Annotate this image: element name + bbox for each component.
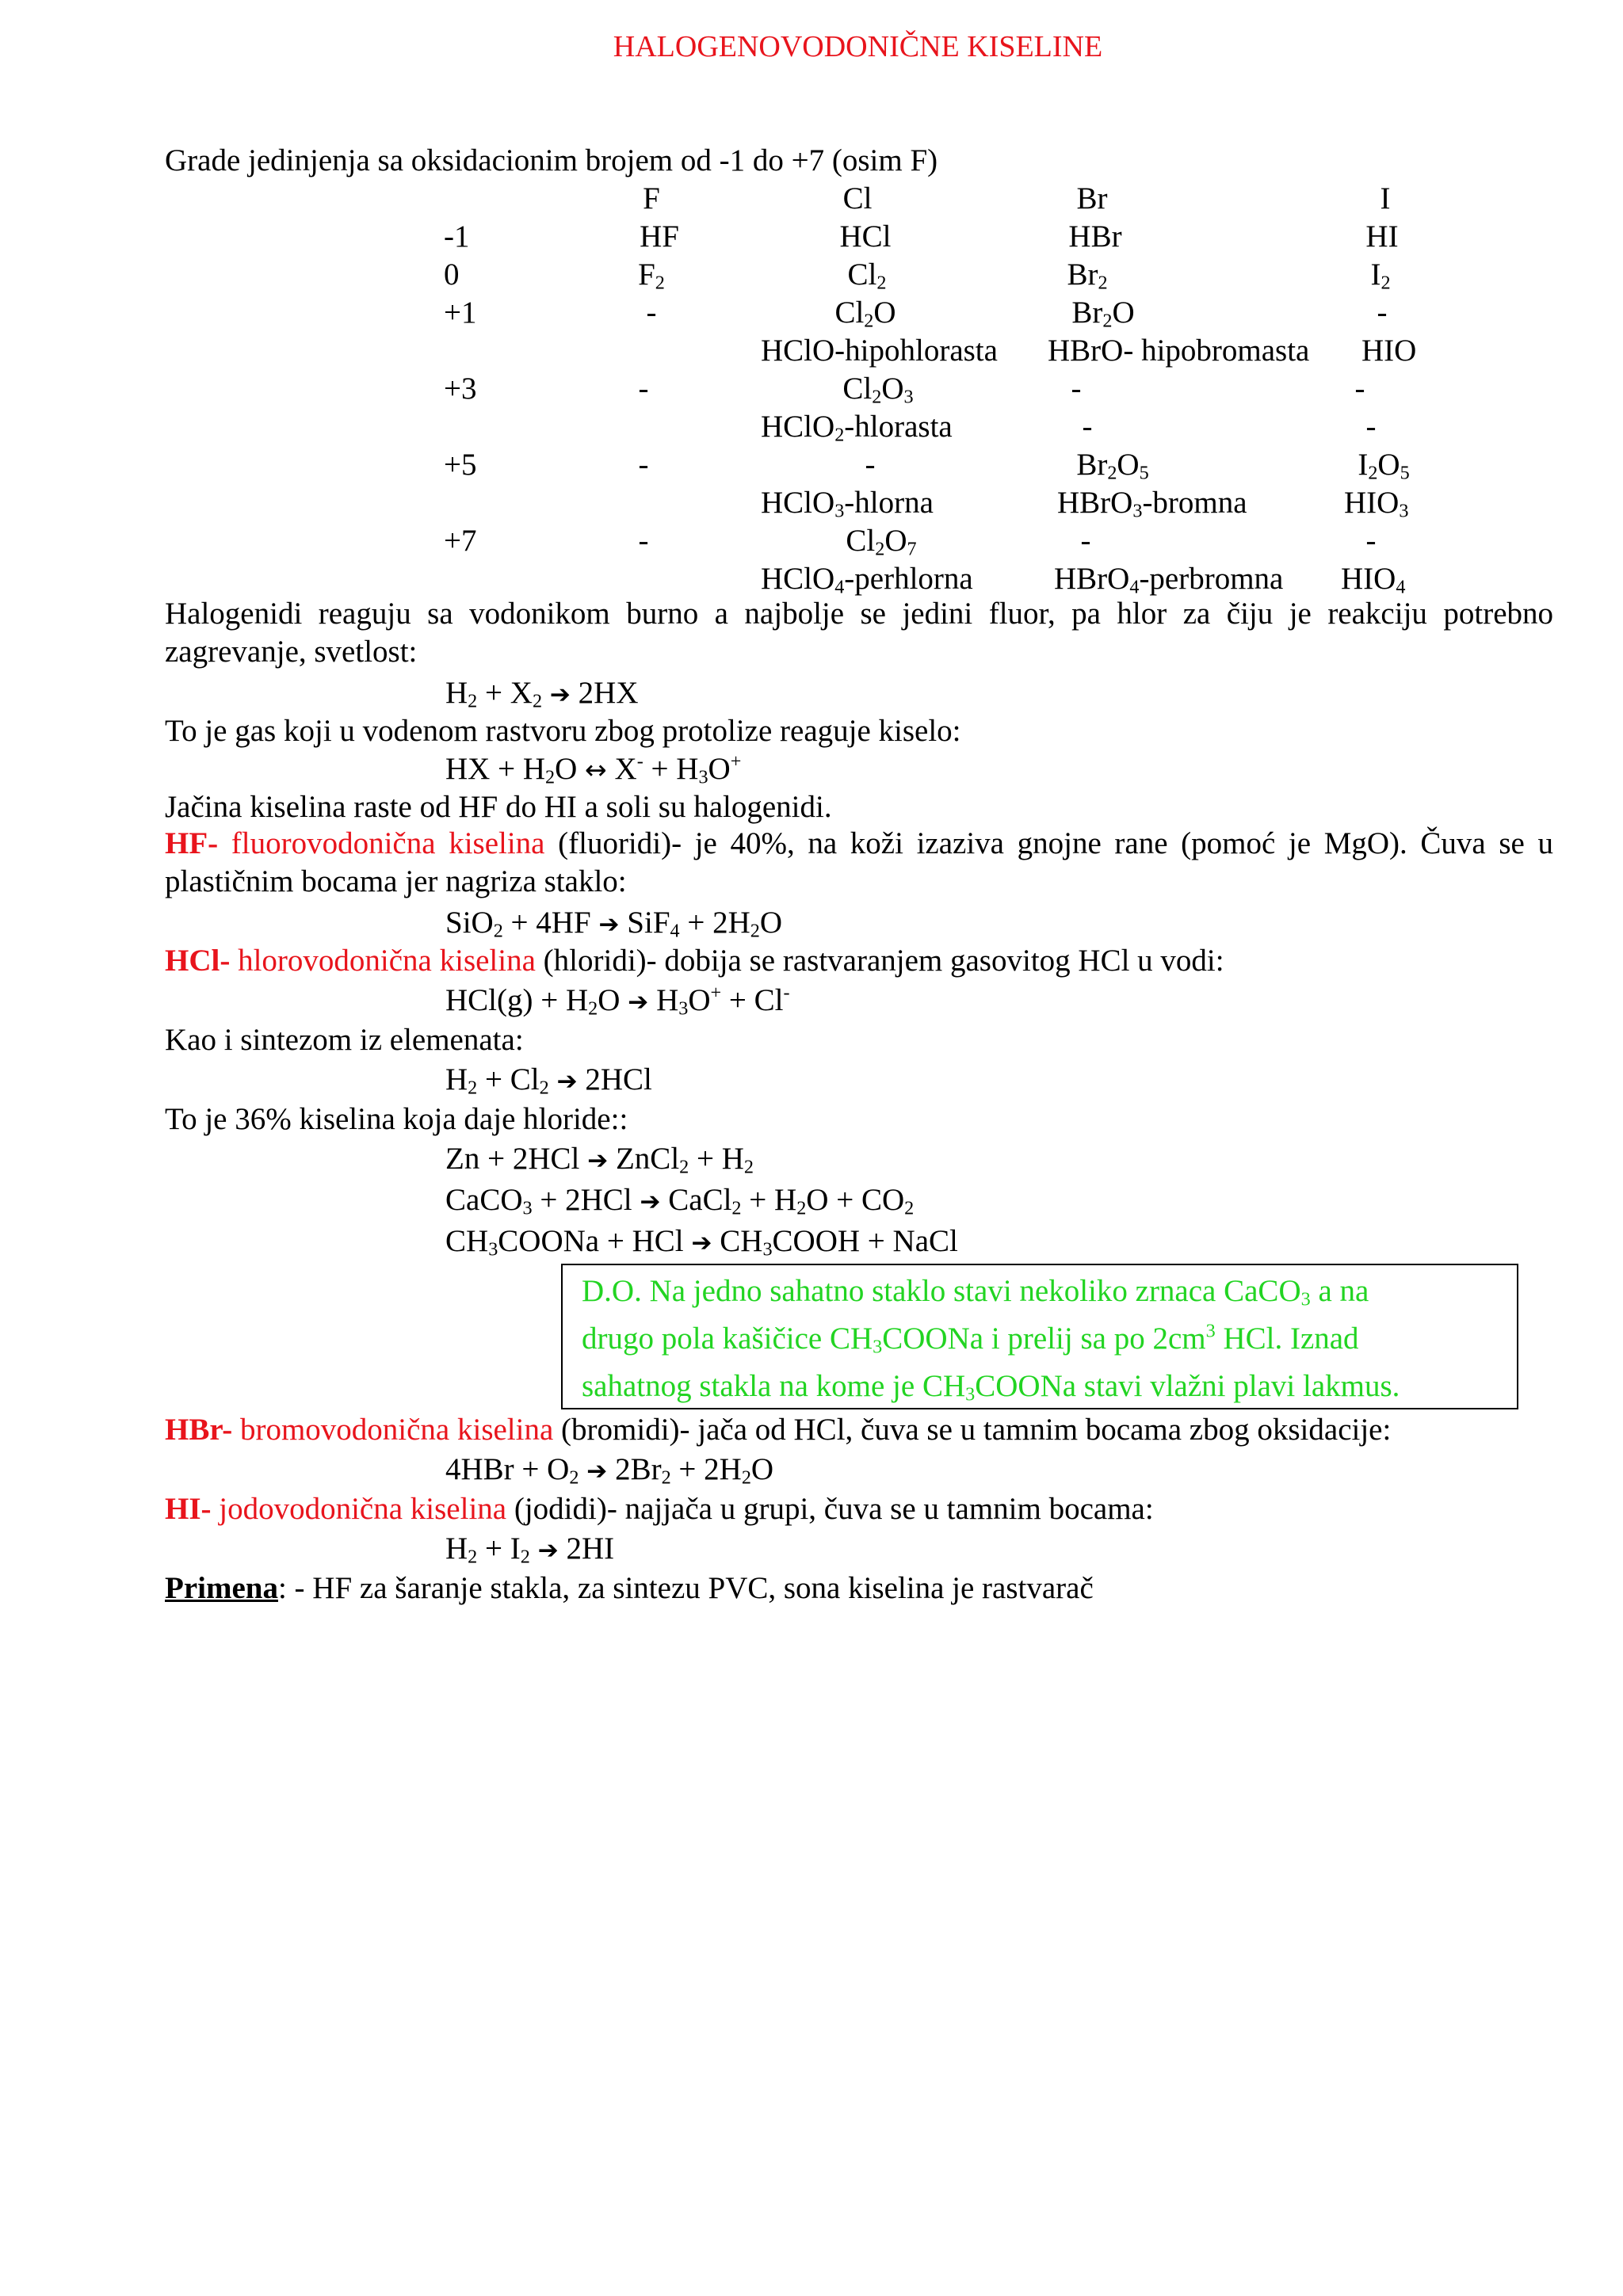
table-cell: HCl	[839, 219, 892, 254]
hf-formula: HF-	[165, 826, 219, 860]
table-cell: -	[865, 448, 876, 482]
paragraph-gas: To je gas koji u vodenom rastvoru zbog protolize reaguje kiselo:	[165, 714, 961, 748]
table-cell: -	[646, 296, 657, 330]
primena-label: Primena	[165, 1571, 278, 1605]
experiment-line-1: D.O. Na jedno sahatno staklo stavi nekoliko zrnaca CaCO$_3$ a na	[582, 1274, 1369, 1310]
experiment-line-2: drugo pola kašičice $CH_3COONa$ i prelij sa po $2cm^3$ HCl. Iznad	[582, 1320, 1359, 1358]
hbr-text: (bromidi)- jača od HCl, čuva se u tamnim bocama zbog oksidacije:	[553, 1413, 1392, 1447]
col-header-br: Br	[1076, 181, 1108, 215]
table-cell: -	[638, 372, 649, 406]
col-header-cl: Cl	[842, 181, 873, 215]
paragraph-hf	[165, 825, 1553, 901]
hbr-formula: HBr-	[165, 1413, 233, 1447]
paragraph-primena	[165, 1573, 1094, 1604]
acid-cell: HIO	[1361, 334, 1417, 368]
table-cell: $Cl_2$	[847, 257, 887, 294]
hbr-name: bromovodonična kiselina	[232, 1413, 554, 1447]
row-label: +5	[444, 448, 477, 482]
row-label: 0	[444, 257, 460, 292]
paragraph-halogenidi: Halogenidi reaguju sa vodonikom burno a najbolje se jedini fluor, pa hlor za čiju je reakciju potrebno zagrevanje, svetlost:	[165, 597, 1553, 669]
acid-cell: HClO$_3$-hlorna	[761, 486, 934, 522]
acid-cell: -	[1365, 410, 1377, 444]
table-cell: $Cl_2O_3$	[842, 372, 914, 408]
page-title: HALOGENOVODONIČNE KISELINE	[613, 30, 1103, 63]
equation-hcl-2: $H_2 + Cl_2$ ➔ 2HCl	[445, 1062, 652, 1099]
table-cell: HBr	[1068, 219, 1122, 254]
paragraph-sinteza: Kao i sintezom iz elemenata:	[165, 1023, 524, 1057]
equation-hi: $H_2 + I_2$ ➔ 2HI	[445, 1531, 615, 1568]
acid-cell: HBrO- hipobromasta	[1048, 334, 1310, 368]
table-cell: HF	[640, 219, 679, 254]
row-label: +1	[444, 296, 477, 330]
primena-text: : - HF za šaranje stakla, za sintezu PVC, sona kiselina je rastvarač	[277, 1571, 1094, 1605]
col-header-i: I	[1380, 181, 1391, 215]
table-cell: $Cl_2O_7$	[846, 524, 917, 560]
paragraph-hbr	[165, 1414, 1391, 1445]
acid-cell: HClO$_4$-perhlorna	[761, 562, 973, 598]
paragraph-jacina: Jačina kiselina raste od HF do HI a soli su halogenidi.	[165, 790, 832, 824]
acid-cell: HBrO$_3$-bromna	[1057, 486, 1247, 522]
col-header-f: F	[643, 181, 660, 215]
table-cell: -	[1365, 524, 1377, 558]
hi-text: (jodidi)- najjača u grupi, čuva se u tamnim bocama:	[506, 1492, 1154, 1526]
table-cell: -	[1080, 524, 1091, 558]
hf-name: fluorovodonična kiselina	[218, 826, 545, 860]
hcl-formula: HCl-	[165, 944, 231, 978]
table-cell: HI	[1365, 219, 1399, 254]
acid-cell: -	[1082, 410, 1093, 444]
hf-text: (fluoridi)- je 40%, na koži izaziva gnojne rane (pomoć je MgO). Čuva se u plastičnim bocama jer nagriza staklo:	[165, 826, 1553, 898]
table-cell: $Br_2O$	[1071, 296, 1135, 332]
equation-h2-x2: $H_2 + X_2$ ➔ 2HX	[445, 676, 639, 712]
equation-hcl-5: $CH_3COONa$ + HCl ➔ $CH_3COOH$ + NaCl	[445, 1224, 958, 1261]
table-cell: $Cl_2O$	[834, 296, 896, 332]
acid-cell: HClO$_2$-hlorasta	[761, 410, 953, 446]
row-label: +3	[444, 372, 477, 406]
equation-hbr: $4HBr + O_2$ ➔ $2Br_2 + 2H_2O$	[445, 1452, 774, 1489]
table-cell: -	[1354, 372, 1365, 406]
paragraph-hi	[165, 1493, 1154, 1524]
equation-hcl-1: $HCl(g) + H_2O$ ➔ $H_3O^+ + Cl^-$	[445, 982, 790, 1020]
hi-name: jodovodonična kiselina	[211, 1492, 507, 1526]
table-cell: $F_2$	[638, 257, 665, 294]
table-cell: -	[1377, 296, 1388, 330]
table-cell: $I_2$	[1370, 257, 1391, 294]
hcl-text: (hloridi)- dobija se rastvaranjem gasovitog HCl u vodi:	[535, 944, 1224, 978]
acid-cell: $HIO_3$	[1344, 486, 1409, 522]
table-cell: -	[1071, 372, 1082, 406]
hcl-name: hlorovodonična kiselina	[230, 944, 536, 978]
experiment-line-3: sahatnog stakla na kome je $CH_3COONa$ stavi vlažni plavi lakmus.	[582, 1369, 1400, 1405]
equation-hcl-3: Zn + 2HCl ➔ ZnCl$_2$ + $H_2$	[445, 1142, 754, 1178]
table-cell: -	[638, 524, 649, 558]
table-cell: -	[638, 448, 649, 482]
equation-protoliza: HX + $H_2O$ ↔ $X^- + H_3O^+$	[445, 750, 742, 788]
hi-formula: HI-	[165, 1492, 212, 1526]
row-label: -1	[444, 219, 470, 254]
equation-hf: SiO$_2$ + 4HF ➔ $SiF_4 + 2H_2O$	[445, 906, 783, 942]
row-label: +7	[444, 524, 477, 558]
table-cell: $Br_2$	[1067, 257, 1108, 294]
paragraph-36: To je 36% kiselina koja daje hloride::	[165, 1102, 628, 1136]
paragraph-hcl	[165, 945, 1224, 976]
table-cell: $Br_2O_5$	[1076, 448, 1149, 484]
acid-cell: HClO-hipohlorasta	[761, 334, 998, 368]
acid-cell: HBrO$_4$-perbromna	[1054, 562, 1284, 598]
equation-hcl-4: CaCO$_3$ + 2HCl ➔ CaCl$_2$ + $H_2O + CO_2$	[445, 1183, 915, 1219]
acid-cell: $HIO_4$	[1341, 562, 1406, 598]
table-cell: $I_2O_5$	[1358, 448, 1410, 484]
intro-text: Grade jedinjenja sa oksidacionim brojem od -1 do +7 (osim F)	[165, 143, 938, 177]
